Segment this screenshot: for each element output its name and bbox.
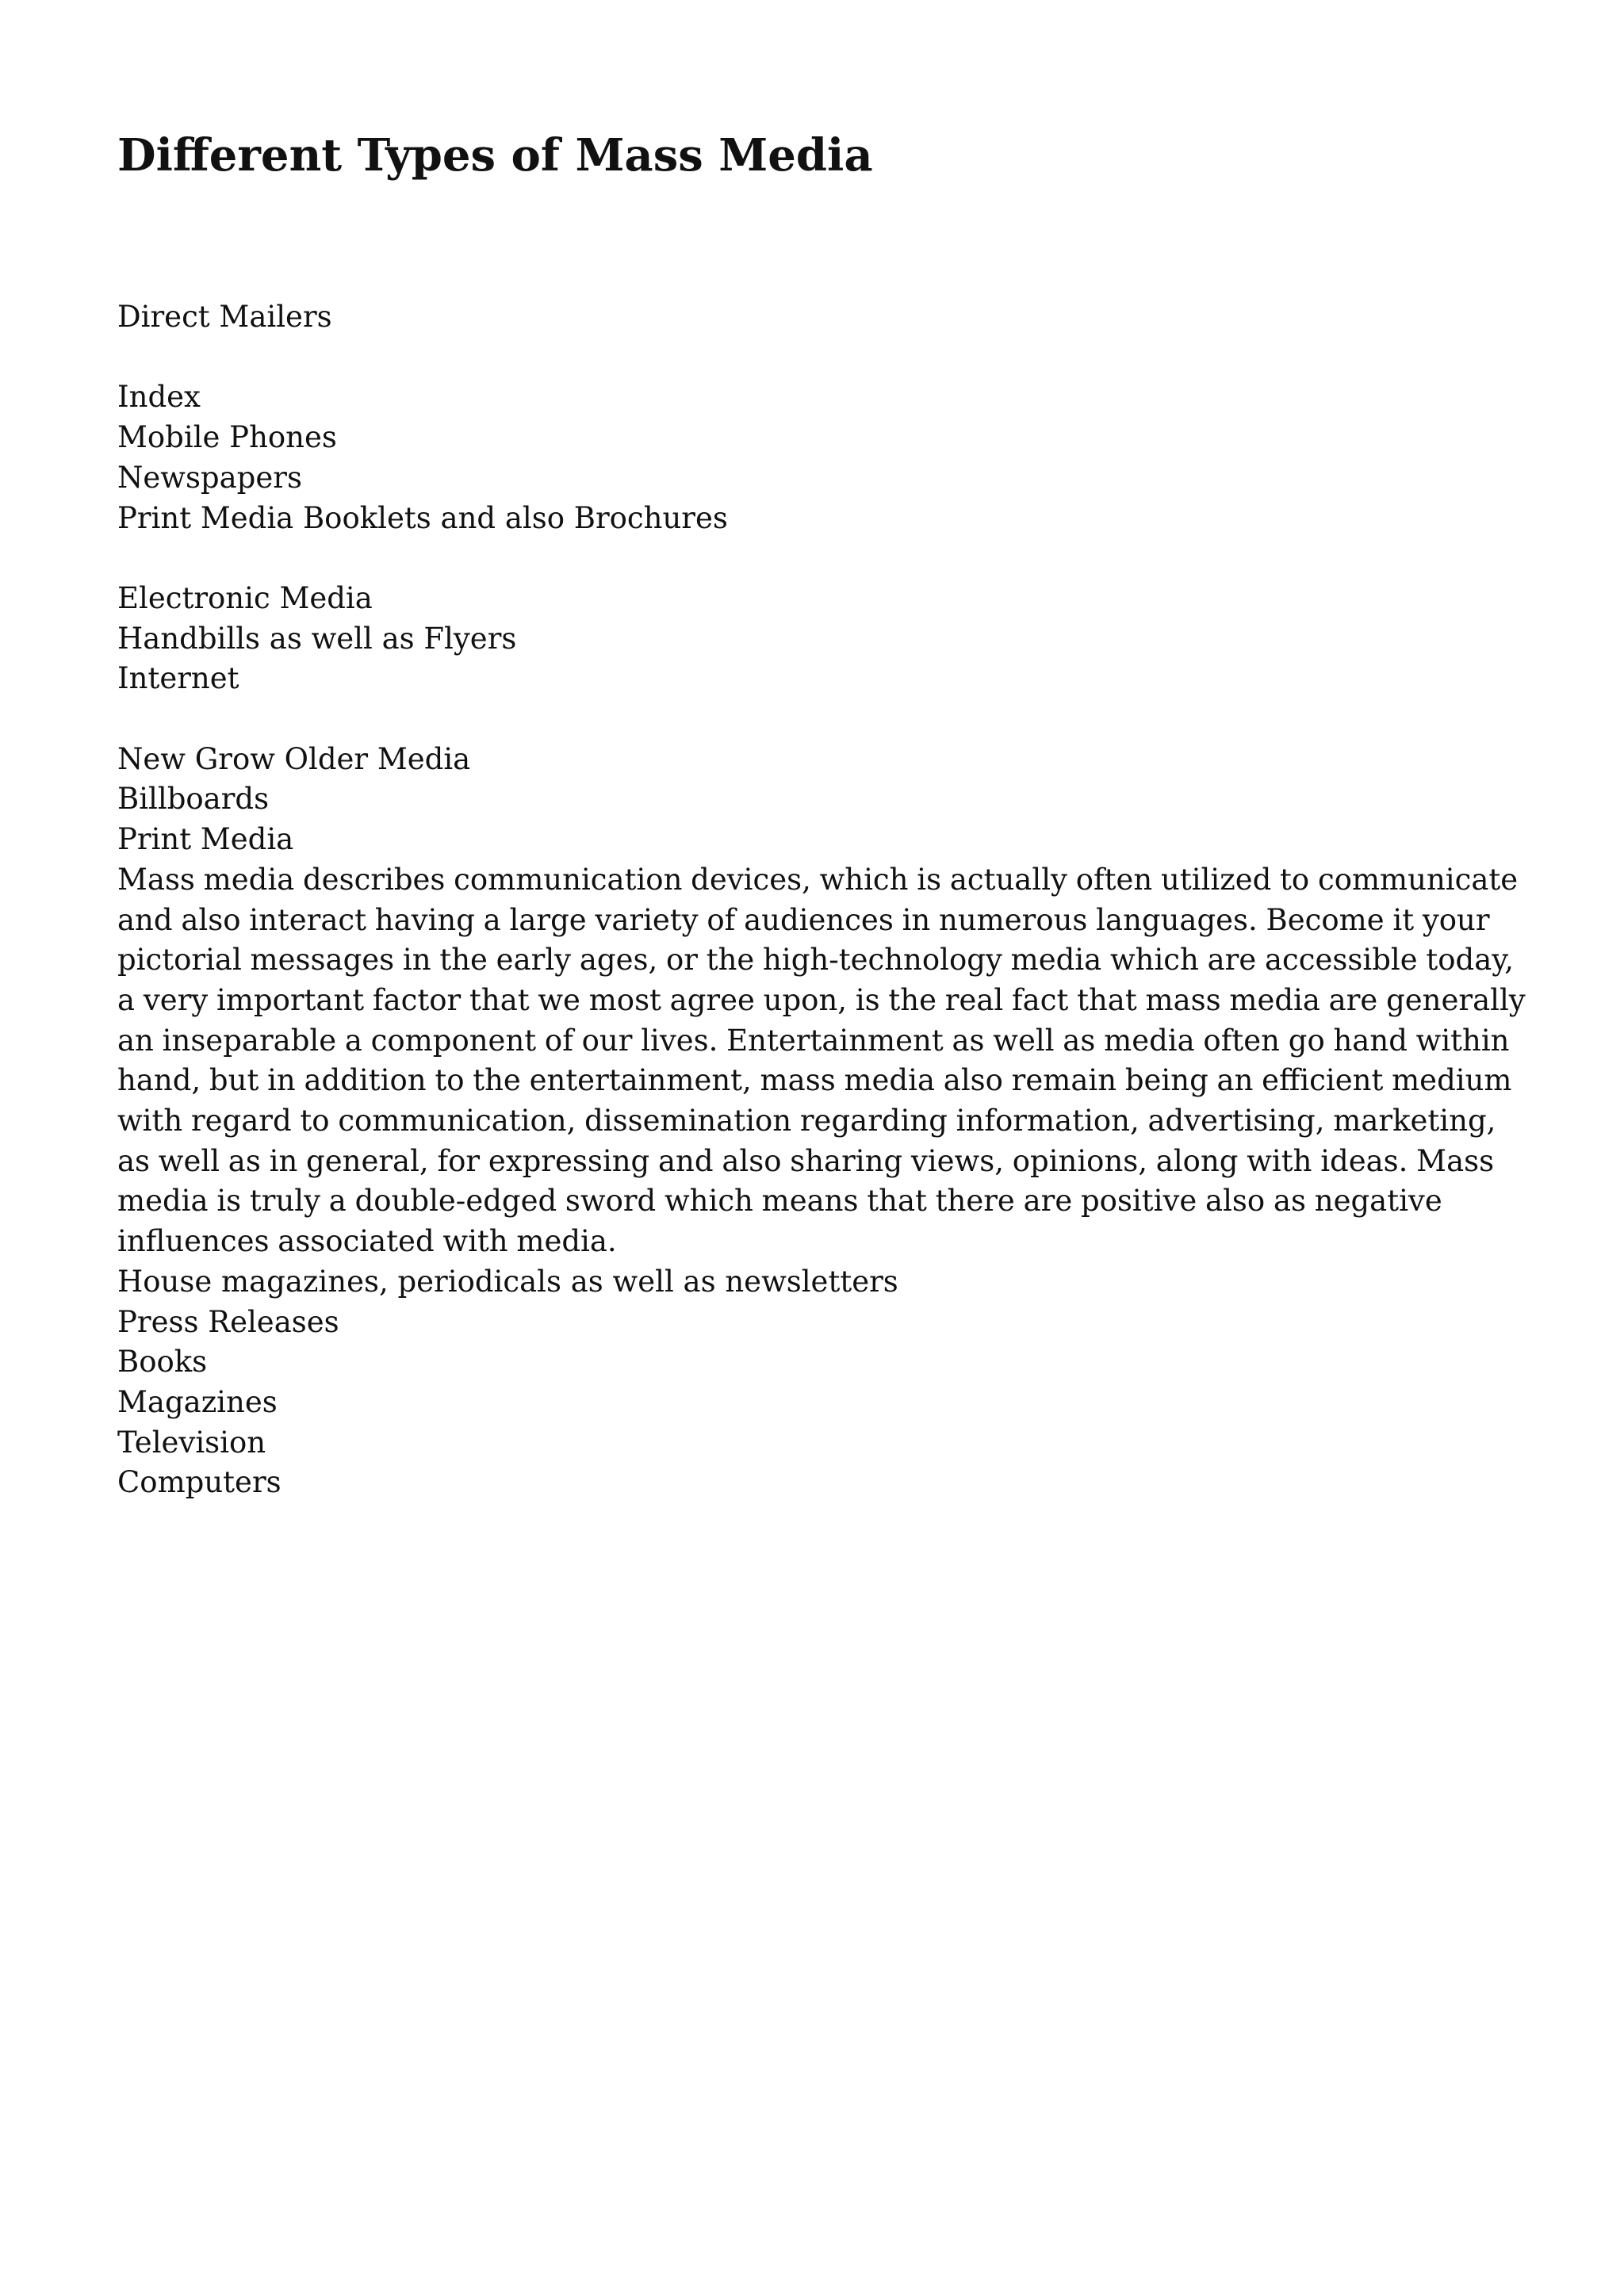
body-paragraph: Mass media describes communication devices, which is actually often utilized to communicate and also interact having a large variety of audiences in numerous languages. Become it your pictorial messages in the early ages, or the high-technology media which are accessible today, a very important factor that we most agree upon, is the real fact that mass media are generally an inseparable a component of our lives. Entertainment as well as media often go hand within hand, but in addition to the entertainment, mass media also remain being an efficient medium with regard to communication, dissemination regarding information, advertising, marketing, as well as in general, for expressing and also sharing views, opinions, along with ideas. Mass media is truly a double-edged sword which means that there are positive also as negative influences associated with media. [117, 862, 1526, 1259]
blank-line [117, 699, 1529, 740]
list-item: Index [117, 380, 201, 415]
list-item: Newspapers [117, 460, 302, 495]
list-item: House magazines, periodicals as well as newsletters [117, 1264, 898, 1299]
list-item: Print Media [117, 822, 294, 857]
list-item: New Grow Older Media [117, 741, 471, 776]
list-item: Internet [117, 661, 239, 696]
page-title: Different Types of Mass Media [117, 129, 873, 182]
list-item: Press Releases [117, 1304, 339, 1339]
list-item: Electronic Media [117, 580, 373, 615]
list-item: Television [117, 1425, 266, 1460]
document-content [117, 297, 1529, 1503]
list-item: Computers [117, 1465, 282, 1500]
list-item: Billboards [117, 782, 270, 817]
list-item: Magazines [117, 1384, 278, 1419]
list-item: Books [117, 1345, 208, 1380]
list-item: Mobile Phones [117, 420, 337, 455]
blank-line [117, 538, 1529, 579]
list-item: Handbills as well as Flyers [117, 621, 517, 656]
blank-line [117, 338, 1529, 378]
list-item: Direct Mailers [117, 300, 332, 334]
list-item: Print Media Booklets and also Brochures [117, 500, 728, 535]
